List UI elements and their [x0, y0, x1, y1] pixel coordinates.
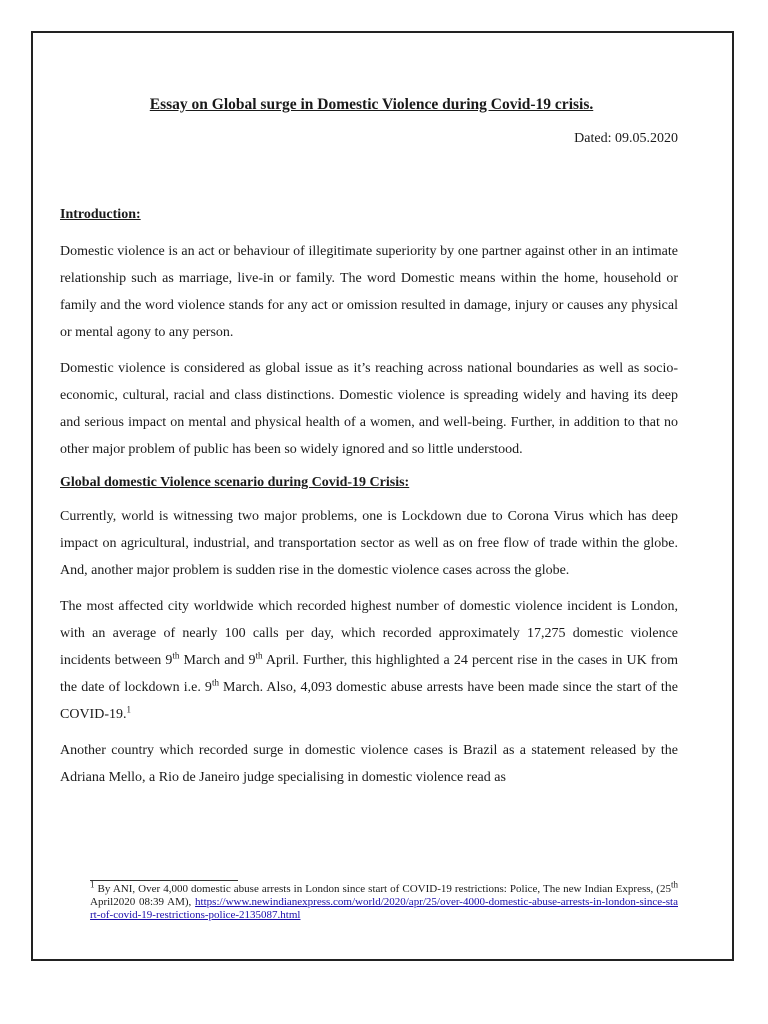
london-text-3: April. Further, this highlighted a 24 percent rise in the cases in UK from the date of lockdown i.e. 9 — [60, 653, 678, 695]
footnote-source-link[interactable]: https://www.newindianexpress.com/world/2020/apr/25/over-4000-domestic-abuse-arrests-in-london-since-start-of-covid-19-restrictions-police-2135087.html — [90, 896, 678, 921]
footnote-separator — [90, 880, 238, 881]
footnote-text-2: April2020 08:39 AM), — [90, 896, 196, 908]
london-text-2: March and 9 — [179, 653, 256, 668]
global-scenario-heading: Global domestic Violence scenario during Covid-19 Crisis: — [60, 475, 410, 490]
document-body — [60, 66, 678, 791]
footnote-marker: 1 — [90, 879, 95, 890]
ordinal-superscript: th — [172, 650, 180, 661]
footnote — [90, 879, 678, 922]
ordinal-superscript: th — [255, 650, 263, 661]
document-title: Essay on Global surge in Domestic Violence during Covid-19 crisis. — [149, 96, 594, 113]
london-text-1: The most affected city worldwide which recorded highest number of domestic violence incident is London, with an average of nearly 100 calls per day, which recorded approximately 17,275 domestic violence incidents between 9 — [60, 599, 678, 668]
footnote-reference[interactable]: 1 — [126, 704, 131, 715]
document-date: Dated: 09.05.2020 — [574, 131, 678, 146]
paragraph-global-issue: Domestic violence is considered as global issue as it’s reaching across national boundaries as well as socio-economic, cultural, racial and class distinctions. Domestic violence is spreading widely and having its deep and serious impact on mental and physical health of a women, and well-being. Further, in addition to that no other major problem of public has been so widely ignored and so little understood. — [60, 361, 678, 457]
ordinal-superscript: th — [211, 677, 219, 688]
london-text-4: March. Also, 4,093 domestic abuse arrests have been made since the start of the COVID-19. — [60, 680, 678, 722]
paragraph-london — [60, 593, 678, 728]
paragraph-two-problems: Currently, world is witnessing two major problems, one is Lockdown due to Corona Virus which has deep impact on agricultural, industrial, and transportation sector as well as on free flow of trade within the globe. And, another major problem is sudden rise in the domestic violence cases across the globe. — [60, 509, 678, 578]
paragraph-brazil: Another country which recorded surge in domestic violence cases is Brazil as a statement released by the Adriana Mello, a Rio de Janeiro judge specialising in domestic violence read as — [60, 743, 678, 785]
introduction-heading: Introduction: — [60, 207, 141, 222]
footnote-text-1: By ANI, Over 4,000 domestic abuse arrests in London since start of COVID-19 restrictions: Police, The new Indian Express, (25 — [94, 883, 671, 895]
paragraph-definition: Domestic violence is an act or behaviour of illegitimate superiority by one partner against other in an intimate relationship such as marriage, live-in or family. The word Domestic means within the home, household or family and the word violence stands for any act or omission resulted in damage, injury or causes any physical or mental agony to any person. — [60, 244, 678, 340]
footnote-ordinal: th — [670, 879, 678, 890]
